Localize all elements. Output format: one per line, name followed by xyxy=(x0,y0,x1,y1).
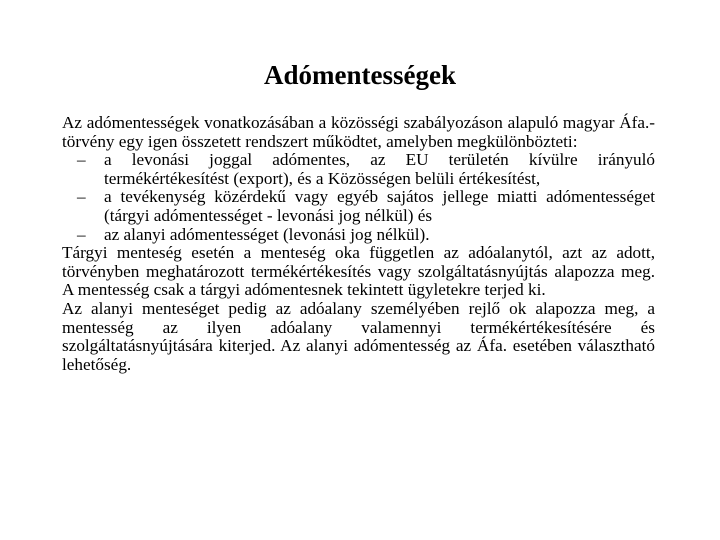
targyi-paragraph: Tárgyi menteség esetén a menteség oka független az adóalanytól, azt az adott, törvényben meghatározott termékértékesítés vagy szolgáltatásnyújtás alapozza meg. A mentesség csak a tárgyi adómentesnek tekintett ügyletekre terjed ki. xyxy=(62,243,655,300)
slide-title: Adómentességek xyxy=(264,60,456,90)
bullet-text: a levonási joggal adómentes, az EU területén kívülre irányuló termékértékesítést (export), és a Közösségen belüli értékesítést, xyxy=(104,150,655,188)
bullet-item-alanyi xyxy=(62,226,655,245)
bullet-text: a tevékenység közérdekű vagy egyéb sajátos jellege miatti adómentességet (tárgyi adómentességet - levonási jog nélkül) és xyxy=(104,187,655,225)
slide-body xyxy=(62,114,655,374)
dash-marker: – xyxy=(77,224,86,244)
dash-marker: – xyxy=(77,150,86,170)
bullet-text: az alanyi adómentességet (levonási jog nélkül). xyxy=(104,224,430,244)
alanyi-paragraph: Az alanyi menteséget pedig az adóalany személyében rejlő ok alapozza meg, a mentesség az ilyen adóalany valamennyi termékértékesítésére és szolgáltatásnyújtására kiterjed. Az alanyi adómentesség az Áfa. esetében választható lehetőség. xyxy=(62,298,655,374)
bullet-item-targyi xyxy=(62,188,655,225)
intro-paragraph: Az adómentességek vonatkozásában a közösségi szabályozáson alapuló magyar Áfa.-törvény egy igen összetett rendszert működtet, amelyben megkülönbözteti: xyxy=(62,113,655,151)
dash-marker: – xyxy=(77,187,86,207)
bullet-item-export xyxy=(62,151,655,188)
